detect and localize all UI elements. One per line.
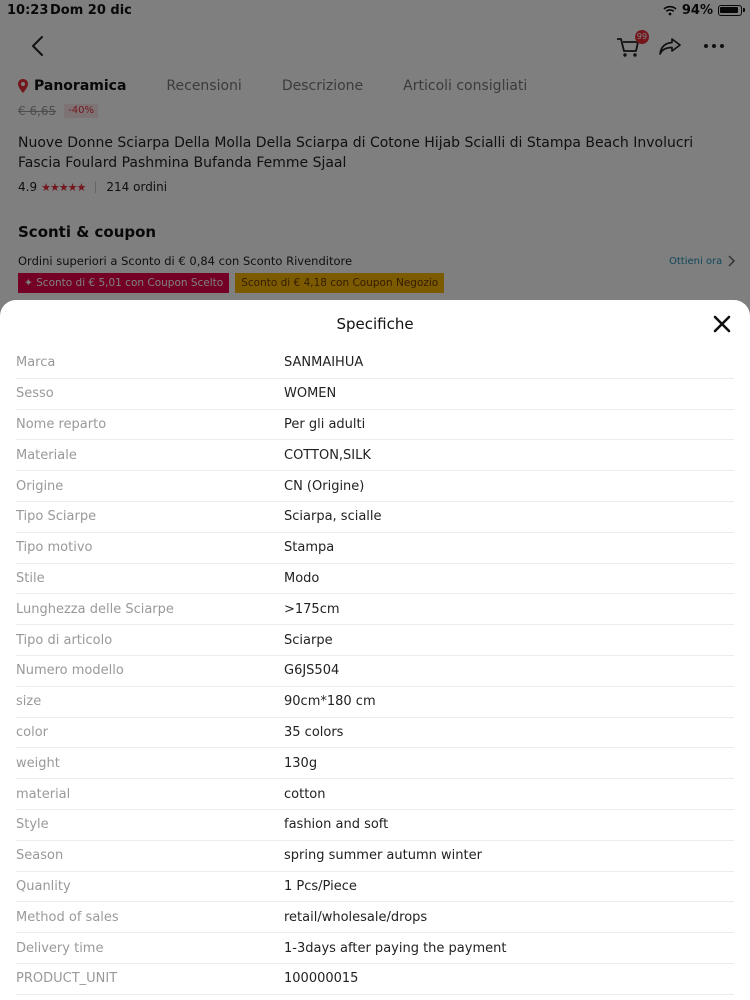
spec-label: Style xyxy=(16,817,49,833)
spec-row xyxy=(16,718,734,749)
spec-row xyxy=(16,502,734,533)
spec-value: fashion and soft xyxy=(284,817,389,833)
spec-row xyxy=(16,471,734,502)
spec-row xyxy=(16,902,734,933)
spec-row xyxy=(16,625,734,656)
spec-value: spring summer autumn winter xyxy=(284,848,482,864)
spec-value: cotton xyxy=(284,786,326,802)
spec-value: G6JS504 xyxy=(284,663,340,679)
spec-label: Quanlity xyxy=(16,878,71,894)
spec-row xyxy=(16,440,734,471)
spec-label: Materiale xyxy=(16,447,77,463)
spec-value: Sciarpa, scialle xyxy=(284,509,382,525)
spec-value: COTTON,SILK xyxy=(284,447,371,463)
spec-label: PRODUCT_UNIT xyxy=(16,971,118,987)
spec-row xyxy=(16,748,734,779)
spec-label: Method of sales xyxy=(16,909,119,925)
spec-value: WOMEN xyxy=(284,386,337,402)
close-icon[interactable] xyxy=(712,314,732,334)
spec-label: Tipo motivo xyxy=(16,540,93,556)
spec-label: weight xyxy=(16,755,60,771)
spec-label: Sesso xyxy=(16,386,54,402)
specifications-sheet xyxy=(0,300,750,1000)
spec-value: Modo xyxy=(284,570,320,586)
spec-label: Season xyxy=(16,848,64,864)
spec-label: Stile xyxy=(16,570,45,586)
spec-row xyxy=(16,779,734,810)
spec-row xyxy=(16,933,734,964)
spec-value: 100000015 xyxy=(284,971,359,987)
spec-value: >175cm xyxy=(284,601,340,617)
spec-label: Lunghezza delle Sciarpe xyxy=(16,601,174,617)
spec-row xyxy=(16,564,734,595)
spec-row xyxy=(16,379,734,410)
spec-label: Tipo di articolo xyxy=(16,632,113,648)
spec-label: Tipo Sciarpe xyxy=(16,509,97,525)
spec-value: Per gli adulti xyxy=(284,416,366,432)
spec-label: Numero modello xyxy=(16,663,124,679)
spec-value: SANMAIHUA xyxy=(284,355,364,371)
spec-label: Origine xyxy=(16,478,64,494)
spec-label: Nome reparto xyxy=(16,416,107,432)
spec-value: 90cm*180 cm xyxy=(284,694,376,710)
spec-row xyxy=(16,348,734,379)
spec-label: material xyxy=(16,786,71,802)
spec-label: size xyxy=(16,694,42,710)
spec-label: Delivery time xyxy=(16,940,104,956)
spec-row xyxy=(16,533,734,564)
spec-value: retail/wholesale/drops xyxy=(284,909,428,925)
spec-value: 130g xyxy=(284,755,318,771)
spec-row xyxy=(16,872,734,903)
spec-value: CN (Origine) xyxy=(284,478,365,494)
spec-row xyxy=(16,841,734,872)
spec-list xyxy=(16,348,734,995)
spec-value: 35 colors xyxy=(284,724,344,740)
spec-row xyxy=(16,656,734,687)
spec-label: Marca xyxy=(16,355,56,371)
sheet-title: Specifiche xyxy=(336,315,414,333)
spec-row xyxy=(16,964,734,995)
spec-row xyxy=(16,410,734,441)
spec-row xyxy=(16,687,734,718)
spec-value: Sciarpe xyxy=(284,632,333,648)
spec-row xyxy=(16,594,734,625)
spec-value: Stampa xyxy=(284,540,335,556)
spec-value: 1 Pcs/Piece xyxy=(284,878,357,894)
spec-row xyxy=(16,810,734,841)
spec-label: color xyxy=(16,724,49,740)
spec-value: 1-3days after paying the payment xyxy=(284,940,507,956)
